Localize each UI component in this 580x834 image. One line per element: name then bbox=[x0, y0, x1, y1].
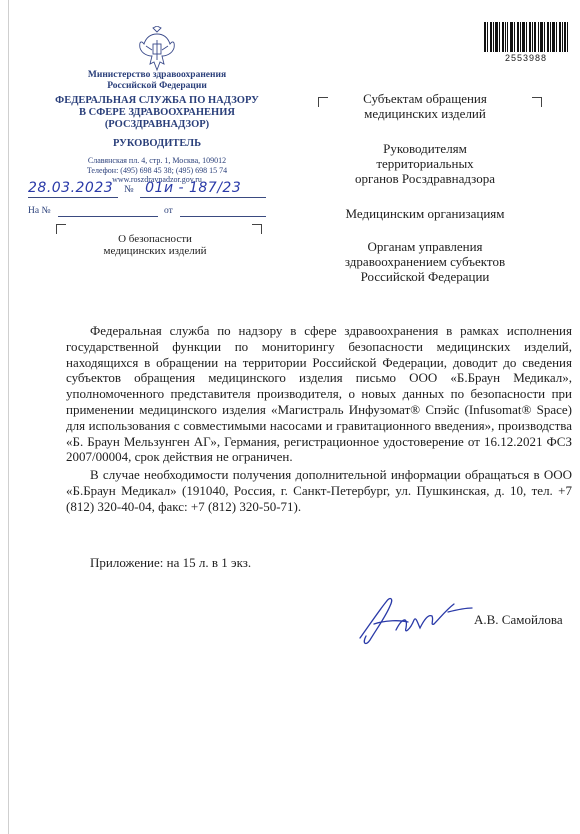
addressee-line: Российской Федерации bbox=[360, 269, 490, 284]
addressee-line: органов Росздравнадзора bbox=[354, 171, 496, 186]
agency-name bbox=[40, 95, 274, 131]
address-line: Телефон: (495) 698 45 38; (495) 698 15 74 bbox=[86, 165, 228, 175]
handwritten-signature bbox=[356, 590, 476, 650]
head-title: РУКОВОДИТЕЛЬ bbox=[112, 138, 202, 149]
addressee-line: Медицинским организациям bbox=[345, 206, 505, 221]
addressee-block bbox=[330, 141, 520, 186]
addressee-corner-left bbox=[318, 97, 328, 107]
addressee-line: Органам управления bbox=[367, 239, 483, 254]
attachment-note: Приложение: на 15 л. в 1 экз. bbox=[90, 555, 252, 570]
agency-line: В СФЕРЕ ЗДРАВООХРАНЕНИЯ bbox=[79, 107, 235, 118]
registration-date: 28.03.2023 bbox=[28, 180, 114, 196]
number-sign: № bbox=[124, 184, 135, 195]
reply-to-number-label: На № bbox=[28, 206, 51, 216]
ministry-name bbox=[40, 70, 274, 92]
addressee-block bbox=[330, 91, 520, 121]
address-line: Славянская пл. 4, стр. 1, Москва, 109012 bbox=[87, 156, 227, 165]
barcode bbox=[484, 22, 568, 52]
addressee-corner-right bbox=[532, 97, 542, 107]
addressee-line: Руководителям bbox=[383, 141, 467, 156]
body-paragraph: Федеральная служба по надзору в сфере здравоохранения в рамках исполнения государственной функции по мониторингу безопасности медицинских изделий, находящихся в обращении на территории Российской Федерации, доводит до сведения субъектов обращения медицинского изделия письмо ООО «Б.Браун Медикал», уполномоченного представителя производителя, о новых данных по безопасности при применении медицинского изделия «Магистраль Инфузомат® Спэйс (Infusomat® Space) для использования с совместимыми насосами и гравитационного введения», производства «Б. Браун Мельзунген АГ», Германия, регистрационное удостоверение от 16.12.2021 ФСЗ 2007/00004, срок действия не ограничен. bbox=[66, 323, 572, 465]
letter-body bbox=[66, 323, 572, 515]
number-line bbox=[140, 197, 266, 198]
date-line bbox=[28, 197, 118, 198]
registration-date-number bbox=[28, 180, 241, 196]
coat-of-arms-icon bbox=[138, 26, 176, 72]
ministry-line: Российской Федерации bbox=[107, 81, 207, 91]
barcode-number: 2553988 bbox=[504, 53, 548, 63]
registration-number: 01и - 187/23 bbox=[145, 180, 242, 196]
addressee-line: Субъектам обращения bbox=[363, 91, 487, 106]
addressee-line: здравоохранением субъектов bbox=[344, 254, 506, 269]
agency-line: (РОСЗДРАВНАДЗОР) bbox=[104, 119, 210, 130]
address-line: www.roszdravnadzor.gov.ru bbox=[112, 175, 202, 184]
subject-line: медицинских изделий bbox=[103, 245, 207, 257]
agency-line: ФЕДЕРАЛЬНАЯ СЛУЖБА ПО НАДЗОРУ bbox=[55, 95, 259, 106]
reply-date-line bbox=[180, 216, 266, 217]
reply-date-label: от bbox=[164, 206, 173, 216]
addressee-line: территориальных bbox=[376, 156, 474, 171]
addressee-block bbox=[330, 206, 520, 221]
reply-number-line bbox=[58, 216, 158, 217]
ministry-line: Министерство здравоохранения bbox=[87, 70, 227, 80]
page-margin-line bbox=[8, 0, 9, 834]
signer-name: А.В. Самойлова bbox=[474, 612, 563, 627]
subject-corner-right bbox=[252, 224, 262, 234]
body-paragraph: В случае необходимости получения дополнительной информации обращаться в ООО «Б.Браун Медикал» (191040, Россия, г. Санкт-Петербург, ул. Пушкинская, д. 10, тел. +7 (812) 320-40-04, факс: +7 (812) 320-50-71). bbox=[66, 467, 572, 514]
addressee-block bbox=[330, 239, 520, 284]
subject-line: О безопасности bbox=[118, 233, 192, 245]
addressee-line: медицинских изделий bbox=[364, 106, 486, 121]
letter-subject bbox=[60, 233, 250, 257]
